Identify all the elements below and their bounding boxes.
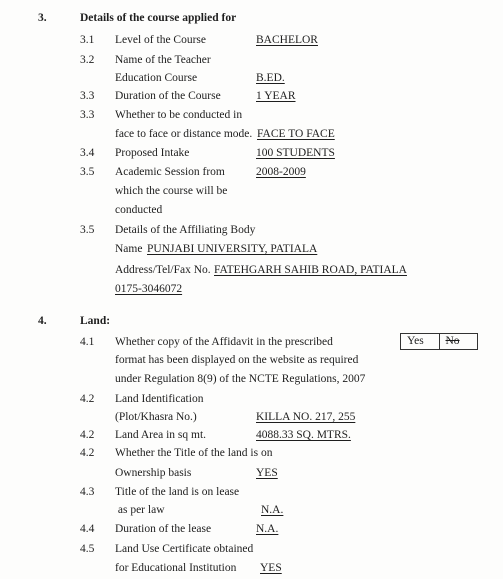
item-number: 3.4 (80, 147, 95, 159)
item-number: 4.2 (80, 447, 95, 459)
item-label: Name of the Teacher (115, 54, 211, 66)
no-option-struck: No (439, 334, 478, 349)
item-label: Whether copy of the Affidavit in the prescribed (115, 336, 333, 348)
item-number: 4.2 (80, 393, 95, 405)
yes-option: Yes (407, 335, 424, 347)
section-3-heading: Details of the course applied for (80, 12, 237, 24)
item-label: which the course will be (115, 185, 228, 197)
item-number: 3.1 (80, 34, 95, 46)
item-number: 4.1 (80, 336, 95, 348)
item-number: 4.3 (80, 486, 95, 498)
item-label: Duration of the lease (115, 523, 212, 535)
item-number: 3.3 (80, 90, 95, 102)
item-value: 0175-3046072 (115, 283, 183, 295)
item-label: conducted (115, 204, 163, 216)
item-value: 2008-2009 (256, 166, 306, 178)
item-label: Details of the Affiliating Body (115, 224, 256, 236)
item-label: under Regulation 8(9) of the NCTE Regulations, 2007 (115, 373, 366, 385)
item-label: Proposed Intake (115, 147, 190, 159)
item-label: Academic Session from (115, 166, 225, 178)
section-4-heading: Land: (80, 315, 111, 327)
item-value: YES (256, 467, 278, 479)
item-value: FATEHGARH SAHIB ROAD, PATIALA (214, 264, 407, 276)
section-3-number: 3. (38, 12, 47, 24)
item-label: (Plot/Khasra No.) (115, 411, 197, 423)
item-label: Duration of the Course (115, 90, 221, 102)
item-value: 1 YEAR (256, 90, 296, 102)
item-label: Land Area in sq mt. (115, 429, 207, 441)
item-value: BACHELOR (256, 34, 318, 46)
item-label: Education Course (115, 72, 198, 84)
item-value: KILLA NO. 217, 255 (256, 411, 356, 423)
yes-no-box (400, 333, 478, 350)
item-label: Address/Tel/Fax No. (115, 264, 211, 276)
item-value: 100 STUDENTS (256, 147, 335, 159)
item-label: Title of the land is on lease (115, 486, 240, 498)
item-label: for Educational Institution (115, 562, 237, 574)
item-label: as per law (115, 504, 165, 516)
item-value: YES (260, 562, 282, 574)
item-number: 3.2 (80, 54, 95, 66)
item-label: Name (115, 243, 143, 255)
item-number: 3.3 (80, 109, 95, 121)
item-number: 3.5 (80, 166, 95, 178)
section-4-number: 4. (38, 315, 47, 327)
item-number: 4.4 (80, 523, 95, 535)
item-value: B.ED. (256, 72, 285, 84)
item-label: Whether the Title of the land is on (115, 447, 273, 459)
item-label: Whether to be conducted in (115, 109, 243, 121)
item-label: format has been displayed on the website as required (115, 354, 359, 366)
item-value: N.A. (261, 504, 284, 516)
item-value: 4088.33 SQ. MTRS. (256, 429, 351, 441)
item-label: Ownership basis (115, 467, 192, 479)
item-label: face to face or distance mode. (115, 128, 253, 140)
item-value: FACE TO FACE (257, 128, 335, 140)
item-value: PUNJABI UNIVERSITY, PATIALA (147, 243, 318, 255)
item-value: N.A. (256, 523, 279, 535)
item-label: Level of the Course (115, 34, 207, 46)
item-label: Land Identification (115, 393, 204, 405)
item-number: 4.5 (80, 543, 95, 555)
item-label: Land Use Certificate obtained (115, 543, 254, 555)
item-number: 4.2 (80, 429, 95, 441)
item-number: 3.5 (80, 224, 95, 236)
